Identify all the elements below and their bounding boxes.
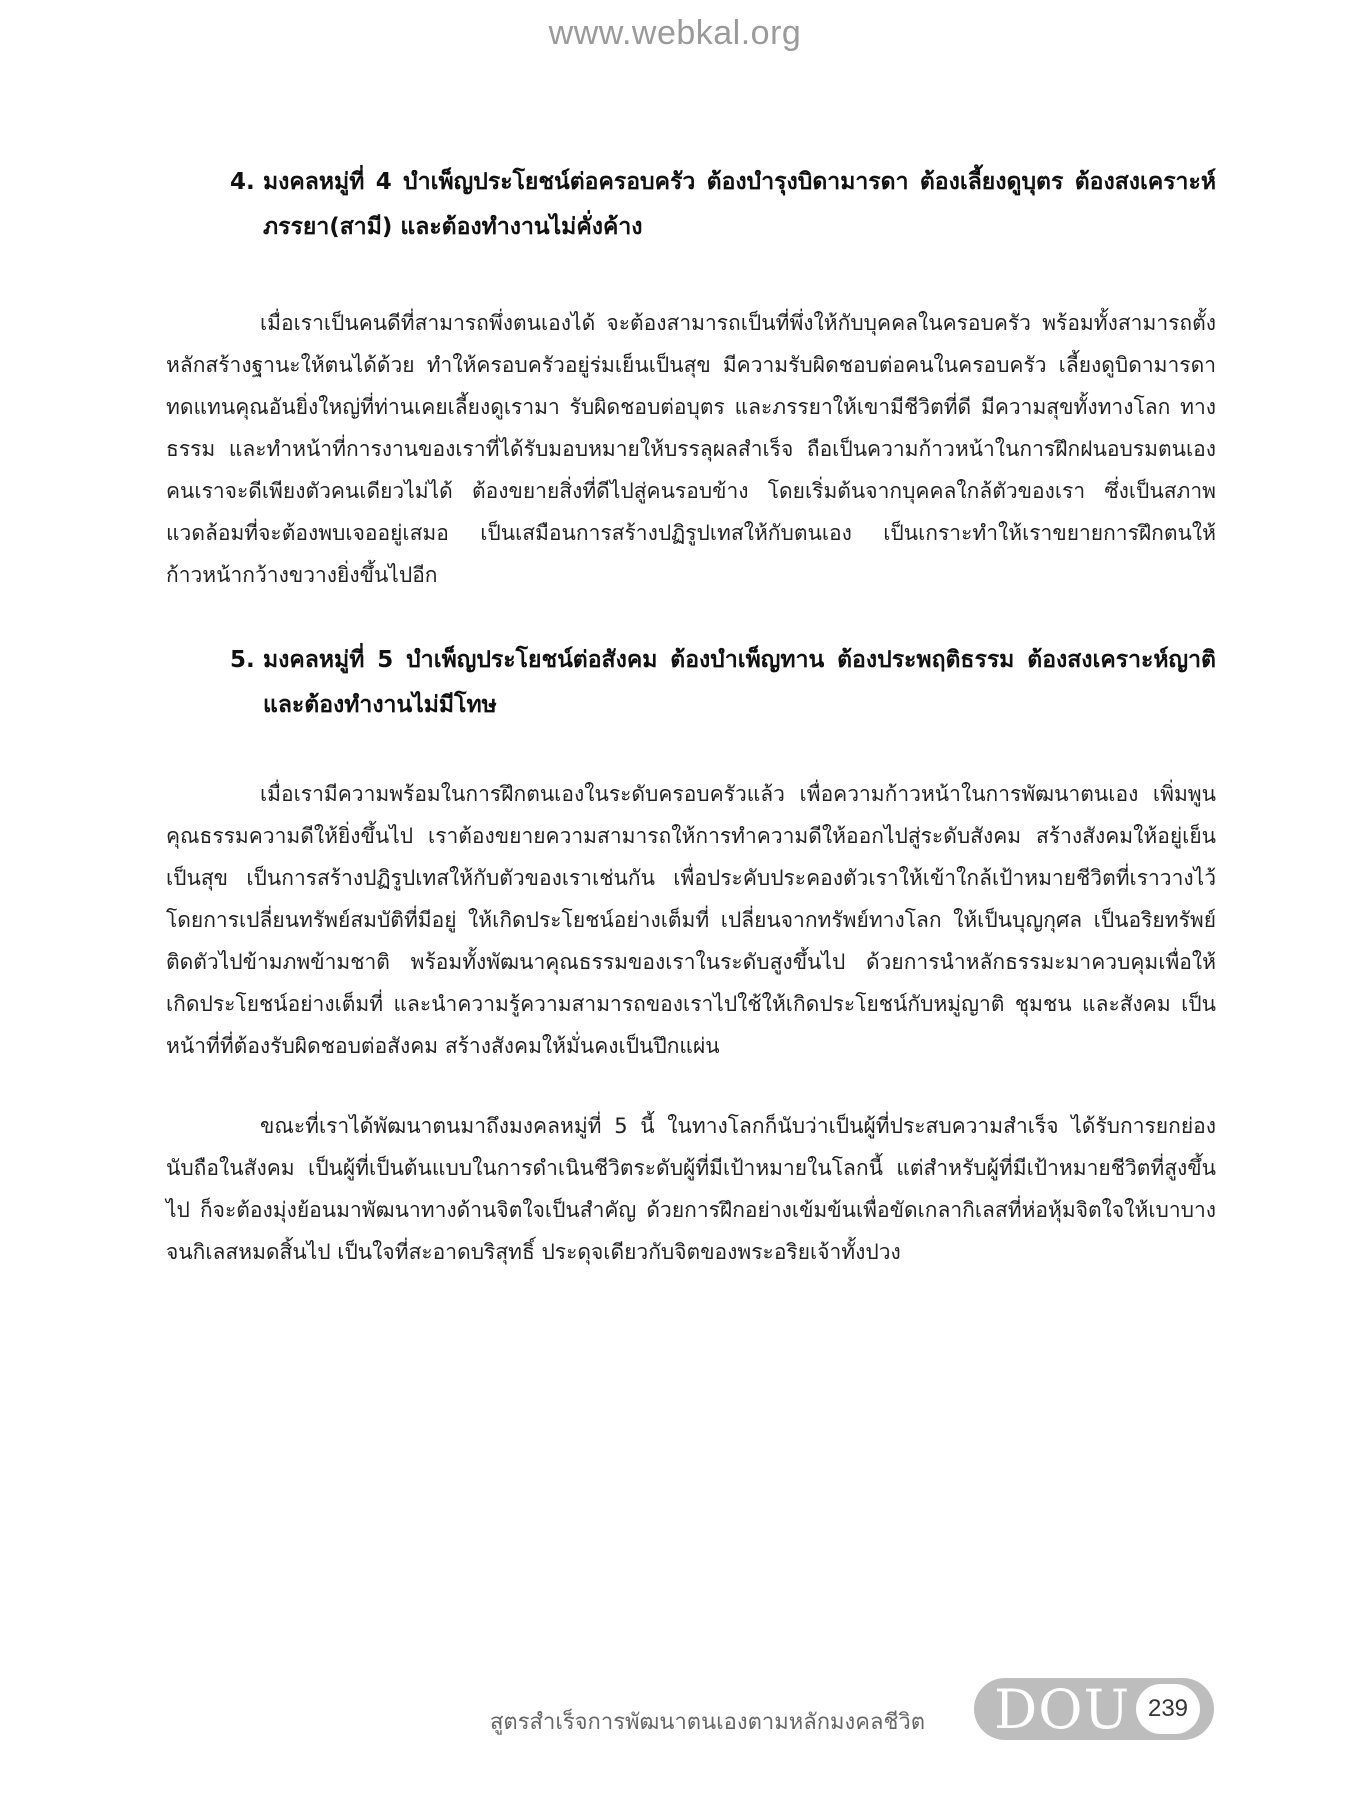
section-5-paragraph-2: ขณะที่เราได้พัฒนาตนมาถึงมงคลหมู่ที่ 5 นี้ ในทางโลกก็นับว่าเป็นผู้ที่ประสบความสำเร็จ ได้รับการยกย่องนับถือในสังคม เป็นผู้ที่เป็นต้นแบบในการดำเนินชีวิตระดับผู้ที่มีเป้าหมายในโลกนี้ แต่สำหรับผู้ที่มีเป้าหมายชีวิตที่สูงขึ้นไป ก็จะต้องมุ่งย้อนมาพัฒนาทางด้านจิตใจเป็นสำคัญ ด้วยการฝึกอย่างเข้มข้นเพื่อขัดเกลากิเลสที่ห่อหุ้มจิตใจให้เบาบางจนกิเลสหมดสิ้นไป เป็นใจที่สะอาดบริสุทธิ์ ประดุจเดียวกับจิตของพระอริยเจ้าทั้งปวง <box>166 1114 1216 1264</box>
page-number: 239 <box>1136 1684 1200 1734</box>
section-5-title: มงคลหมู่ที่ 5 บำเพ็ญประโยชน์ต่อสังคม ต้องบำเพ็ญทาน ต้องประพฤติธรรม ต้องสงเคราะห์ญาติ และต้องทำงานไม่มีโทษ <box>263 647 1216 718</box>
section-5-heading <box>230 638 1216 728</box>
section-5-number: 5. <box>230 647 255 673</box>
section-4-number: 4. <box>230 169 255 195</box>
page-footer <box>490 1678 1220 1744</box>
book-title: สูตรสำเร็จการพัฒนาตนเองตามหลักมงคลชีวิต <box>490 1710 926 1735</box>
watermark: www.webkal.org <box>548 14 802 52</box>
section-4-heading <box>230 160 1216 250</box>
section-5-paragraph-1: เมื่อเรามีความพร้อมในการฝึกตนเองในระดับครอบครัวแล้ว เพื่อความก้าวหน้าในการพัฒนาตนเอง เพิ่มพูนคุณธรรมความดีให้ยิ่งขึ้นไป เราต้องขยายความสามารถให้การทำความดีให้ออกไปสู่ระดับสังคม สร้างสังคมให้อยู่เย็นเป็นสุข เป็นการสร้างปฏิรูปเทสให้กับตัวของเราเช่นกัน เพื่อประคับประคองตัวเราให้เข้าใกล้เป้าหมายชีวิตที่เราวางไว้ โดยการเปลี่ยนทรัพย์สมบัติที่มีอยู่ ให้เกิดประโยชน์อย่างเต็มที่ เปลี่ยนจากทรัพย์ทางโลก ให้เป็นบุญกุศล เป็นอริยทรัพย์ติดตัวไปข้ามภพข้ามชาติ พร้อมทั้งพัฒนาคุณธรรมของเราในระดับสูงขึ้นไป ด้วยการนำหลักธรรมะมาควบคุมเพื่อให้เกิดประโยชน์อย่างเต็มที่ และนำความรู้ความสามารถของเราไปใช้ให้เกิดประโยชน์กับหมู่ญาติ ชุมชน และสังคม เป็นหน้าที่ที่ต้องรับผิดชอบต่อสังคม สร้างสังคมให้มั่นคงเป็นปึกแผ่น <box>166 782 1216 1058</box>
document-body <box>166 160 1216 1273</box>
dou-logo: DOU <box>994 1678 1131 1741</box>
dou-badge <box>974 1678 1214 1740</box>
section-4-paragraph: เมื่อเราเป็นคนดีที่สามารถพึ่งตนเองได้ จะต้องสามารถเป็นที่พึ่งให้กับบุคคลในครอบครัว พร้อมทั้งสามารถตั้งหลักสร้างฐานะให้ตนได้ด้วย ทำให้ครอบครัวอยู่ร่มเย็นเป็นสุข มีความรับผิดชอบต่อคนในครอบครัว เลี้ยงดูบิดามารดาทดแทนคุณอันยิ่งใหญ่ที่ท่านเคยเลี้ยงดูเรามา รับผิดชอบต่อบุตร และภรรยาให้เขามีชีวิตที่ดี มีความสุขทั้งทางโลก ทางธรรม และทำหน้าที่การงานของเราที่ได้รับมอบหมายให้บรรลุผลสำเร็จ ถือเป็นความก้าวหน้าในการฝึกฝนอบรมตนเอง คนเราจะดีเพียงตัวคนเดียวไม่ได้ ต้องขยายสิ่งที่ดีไปสู่คนรอบข้าง โดยเริ่มต้นจากบุคคลใกล้ตัวของเรา ซึ่งเป็นสภาพแวดล้อมที่จะต้องพบเจออยู่เสมอ เป็นเสมือนการสร้างปฏิรูปเทสให้กับตนเอง เป็นเกราะทำให้เราขยายการฝึกตนให้ก้าวหน้ากว้างขวางยิ่งขึ้นไปอีก <box>166 311 1216 587</box>
section-4-title: มงคลหมู่ที่ 4 บำเพ็ญประโยชน์ต่อครอบครัว ต้องบำรุงบิดามารดา ต้องเลี้ยงดูบุตร ต้องสงเคราะห์ภรรยา(สามี) และต้องทำงานไม่คั่งค้าง <box>263 169 1216 240</box>
